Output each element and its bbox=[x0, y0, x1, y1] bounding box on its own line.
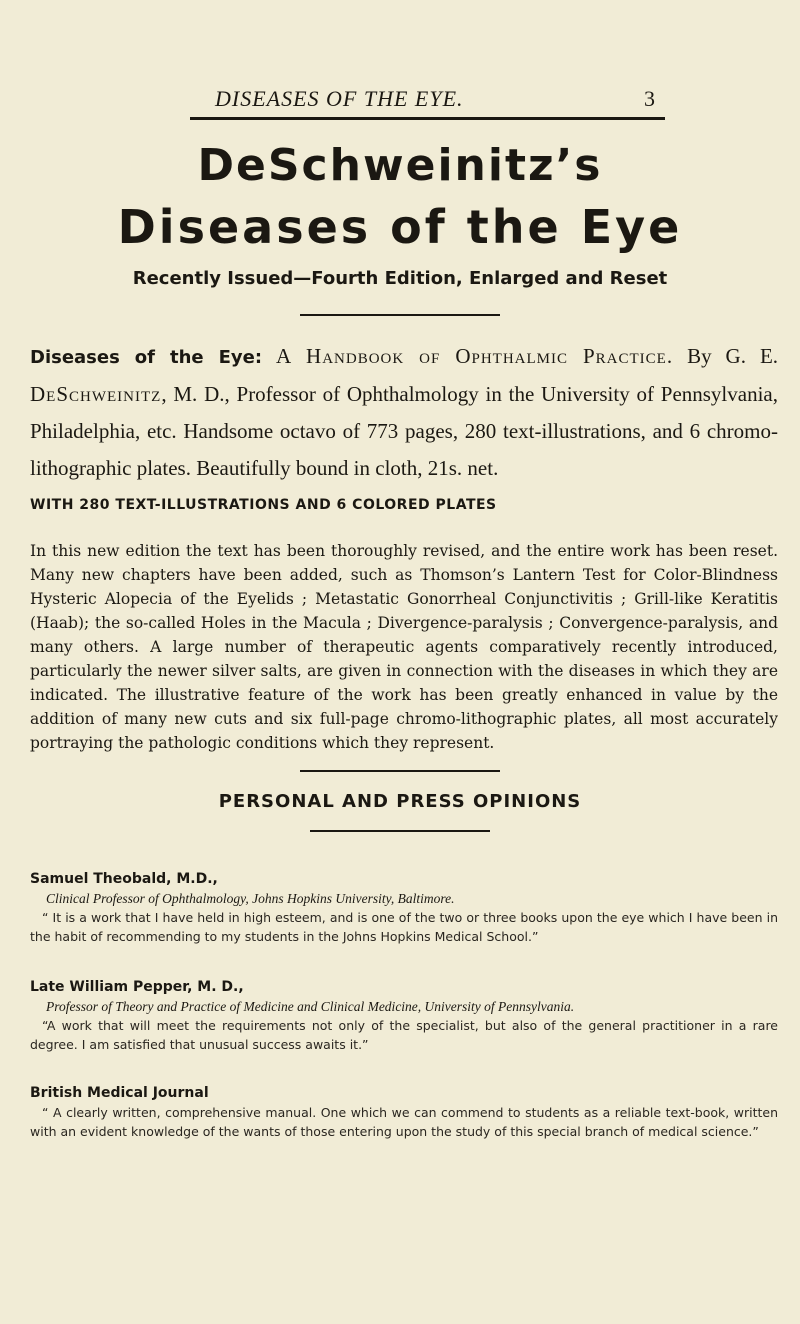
description-details: , M. D., Professor of Ophthalmology in the University of Pennsylvania, Philadelphia, etc. Handsome octavo of 773 pages, 280 text-illustrations, and 6 chromo-lithographic plates. Beautifully bound in cloth, 21s. net. bbox=[30, 382, 778, 480]
opinion-item bbox=[30, 870, 778, 946]
opinion-affiliation: Clinical Professor of Ophthalmology, Johns Hopkins University, Baltimore. bbox=[46, 891, 455, 906]
opinion-quote: “ A clearly written, comprehensive manual. One which we can commend to students as a reliable text-book, written with an evident knowledge of the wants of those entering upon the study of this special branch of medical science.” bbox=[30, 1105, 778, 1139]
title-book: Diseases of the Eye bbox=[117, 200, 683, 254]
book-description bbox=[30, 338, 778, 487]
opinion-quote: “A work that will meet the requirements not only of the specialist, but also of the general practitioner in a rare degree. I am satisfied that unusual success awaits it.” bbox=[30, 1018, 778, 1052]
divider-rule bbox=[310, 830, 490, 832]
description-author: DeSchweinitz bbox=[30, 382, 162, 406]
opinion-affiliation: Professor of Theory and Practice of Medicine and Clinical Medicine, University of Pennsylvania. bbox=[46, 999, 575, 1014]
edition-description: In this new edition the text has been thoroughly revised, and the entire work has been reset. Many new chapters have been added, such as Thomson’s Lantern Test for Color-Blindness Hysteric Alopecia of the Eyelids ; Metastatic Gonorrheal Conjunctivitis ; Grill-like Keratitis (Haab); the so-called Holes in the Macula ; Divergence-paralysis ; Convergence-paralysis, and many others. A large number of therapeutic agents comparatively recently introduced, particularly the newer silver salts, are given in connection with the diseases in which they are indicated. The illustrative feature of the work has been greatly enhanced in value by the addition of many new cuts and six full-page chromo-lithographic plates, all most accurately portraying the pathologic conditions which they represent. bbox=[30, 542, 778, 752]
divider-rule bbox=[300, 770, 500, 772]
opinion-quote: “ It is a work that I have held in high esteem, and is one of the two or three books upon the eye which I have been in the habit of recommending to my students in the Johns Hopkins Medical School.” bbox=[30, 910, 778, 944]
opinions-heading: PERSONAL AND PRESS OPINIONS bbox=[218, 791, 582, 812]
opinion-name: British Medical Journal bbox=[30, 1085, 209, 1101]
description-book-title: A Handbook of Ophthalmic Practice. bbox=[276, 344, 674, 368]
opinion-name: Samuel Theobald, M.D., bbox=[30, 871, 218, 887]
opinion-item bbox=[30, 1084, 778, 1141]
opinion-item bbox=[30, 978, 778, 1054]
description-lead: Diseases of the Eye: bbox=[30, 347, 263, 368]
opinion-name: Late William Pepper, M. D., bbox=[30, 979, 244, 995]
title-author: DeSchweinitz’s bbox=[197, 140, 603, 191]
running-head: DISEASES OF THE EYE. bbox=[215, 86, 464, 111]
description-by: By G. E. bbox=[687, 344, 779, 368]
header-rule bbox=[190, 117, 665, 120]
page-number: 3 bbox=[644, 86, 655, 111]
divider-rule bbox=[300, 314, 500, 316]
edition-subtitle: Recently Issued—Fourth Edition, Enlarged and Reset bbox=[132, 268, 668, 289]
illustrations-line: WITH 280 TEXT-ILLUSTRATIONS AND 6 COLORED PLATES bbox=[30, 497, 497, 513]
